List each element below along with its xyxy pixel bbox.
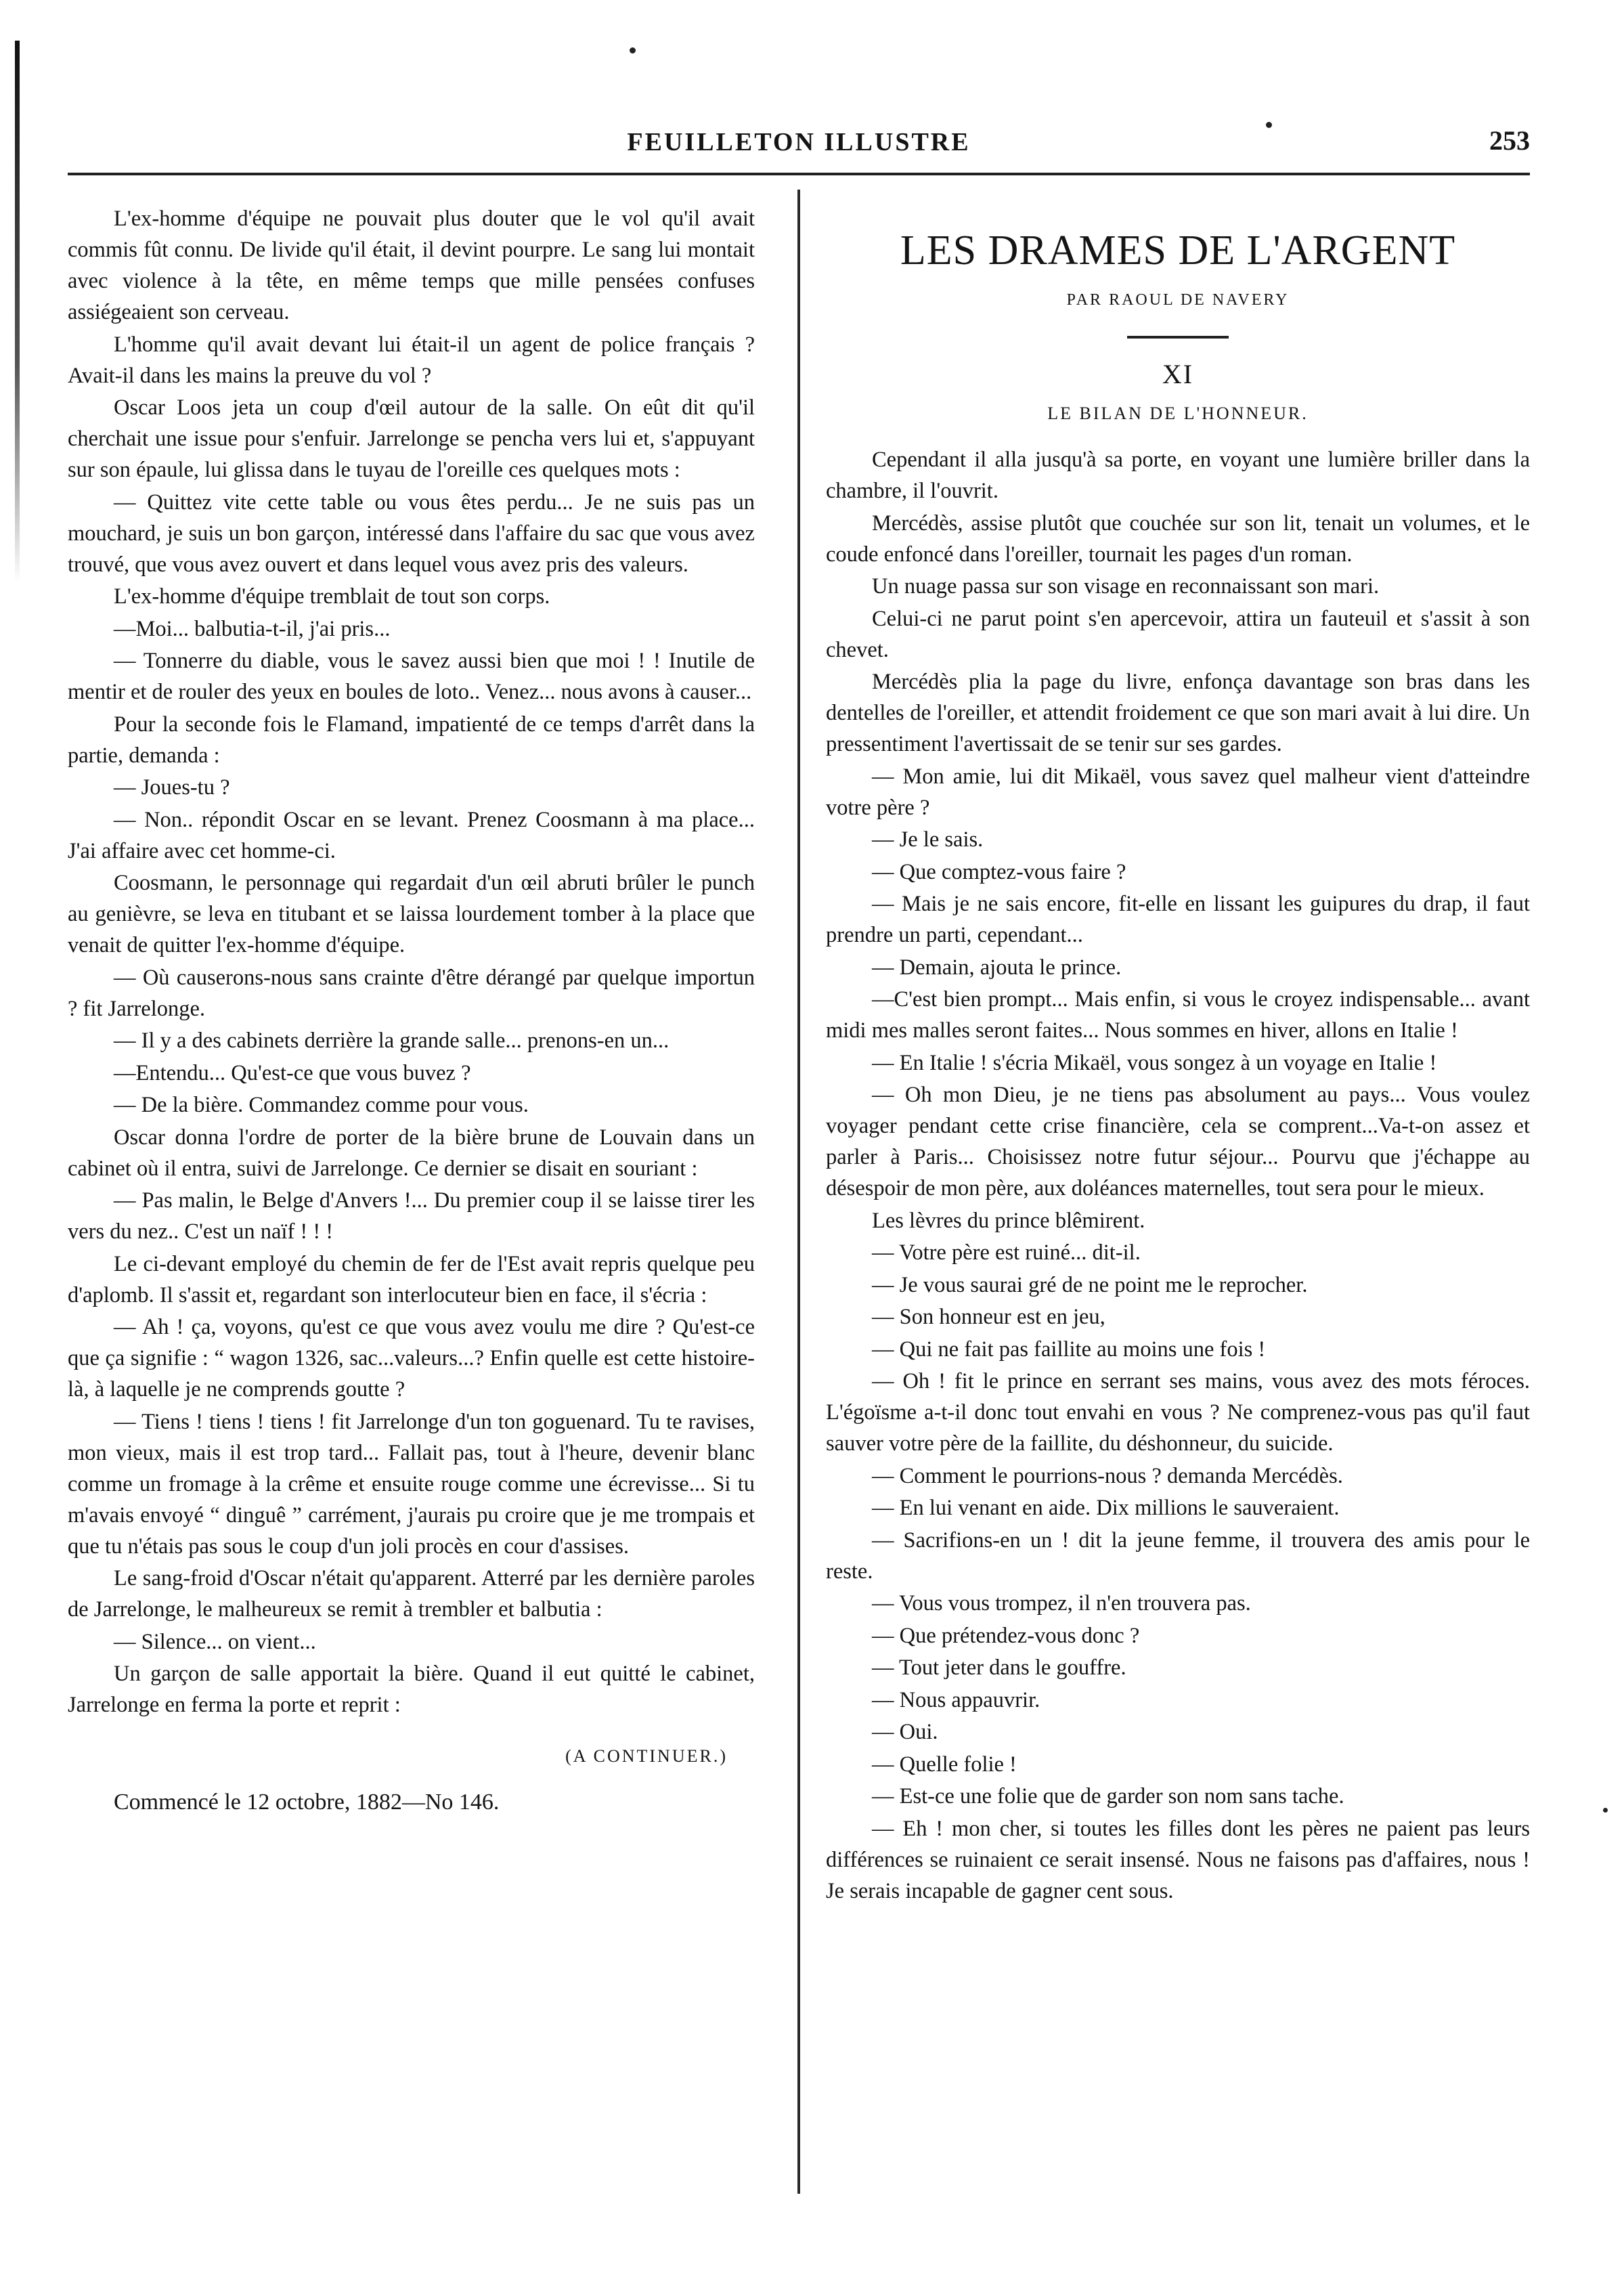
paragraph: — Demain, ajouta le prince. [872,955,1122,980]
paragraph: L'ex-homme d'équipe tremblait de tout son corps. [114,584,550,609]
paragraph: Oscar Loos jeta un coup d'œil autour de la salle. On eût dit qu'il cherchait une issue pour s'enfuir. Jarrelonge se pencha vers lui et, s'appuyant sur son épaule, lui glissa dans le tuyau de l'oreille ces quelques mots : [68,395,755,482]
paragraph: — Pas malin, le Belge d'Anvers !... Du premier coup il se laisse tirer les vers du nez.. C'est un naïf ! ! ! [68,1188,755,1244]
paragraph: Mercédès, assise plutôt que couchée sur son lit, tenait un volumes, et le coude enfoncé dans l'oreiller, tournait les pages d'un roman. [826,511,1530,567]
paragraph: — Silence... on vient... [114,1629,316,1654]
paragraph: — Il y a des cabinets derrière la grande salle... prenons-en un... [114,1028,670,1053]
author-byline: PAR RAOUL DE NAVERY [1066,291,1290,309]
header-rule [68,173,1530,175]
paragraph: L'ex-homme d'équipe ne pouvait plus douter que le vol qu'il avait commis fût connu. De livide qu'il était, il devint pourpre. Le sang lui montait avec violence à la tête, en même temps que mille pensées confuses assiégeaient son cerveau. [68,207,755,324]
paragraph: — Eh ! mon cher, si toutes les filles dont les pères ne paient pas leurs différences se ruinaient ce serait insensé. Nous ne faisons pas d'affaires, nous ! Je serais incapable de gagner cent sous. [826,1816,1530,1903]
running-title: FEUILLETON ILLUSTRE [627,128,971,156]
paragraph: Les lèvres du prince blêmirent. [872,1208,1145,1233]
paragraph: — Non.. répondit Oscar en se levant. Prenez Coosmann à ma place... J'ai affaire avec cet homme-ci. [68,807,755,863]
paragraph: — Oh ! fit le prince en serrant ses mains, vous avez des mots féroces. L'égoïsme a-t-il donc tout envahi en vous ? Ne comprenez-vous pas qu'il faut sauver votre père de la faillite, du déshonneur, du suicide. [826,1369,1530,1456]
paragraph: — Tiens ! tiens ! tiens ! fit Jarrelonge d'un ton goguenard. Tu te ravises, mon vieux, mais il est trop tard... Fallait pas, tout à l'heure, devenir blanc comme un fromage à la crême et ensuite rouge comme une écrevisse... Si tu m'avais envoyé “ dinguê ” carrément, j'aurais pu croire que je me trompais et que tu n'étais pas sous le coup d'un joli procès en cour d'assises. [68,1409,755,1559]
paragraph: Pour la seconde fois le Flamand, impatienté de ce temps d'arrêt dans la partie, demanda : [68,712,755,768]
story-title: LES DRAMES DE L'ARGENT [900,228,1456,274]
paragraph: — Tonnerre du diable, vous le savez aussi bien que moi ! ! Inutile de mentir et de rouler des yeux en boules de loto.. Venez... nous avons à causer... [68,649,755,704]
paragraph: — Oui. [872,1720,938,1744]
paragraph: — De la bière. Commandez comme pour vous. [114,1093,529,1117]
paragraph: Le sang-froid d'Oscar n'était qu'apparent. Atterré par les dernière paroles de Jarrelonge, le malheureux se remit à trembler et balbutia : [68,1566,755,1622]
left-column [68,203,755,1819]
paragraph: Le ci-devant employé du chemin de fer de l'Est avait repris quelque peu d'aplomb. Il s'assit et, regardant son interlocuteur bien en face, il s'écria : [68,1251,755,1307]
paragraph: — Mais je ne sais encore, fit-elle en lissant les guipures du drap, il faut prendre un parti, cependant... [826,892,1530,947]
paragraph: — Tout jeter dans le gouffre. [872,1655,1126,1680]
paragraph: — Où causerons-nous sans crainte d'être dérangé par quelque importun ? fit Jarrelonge. [68,965,755,1021]
paragraph: Un nuage passa sur son visage en reconnaissant son mari. [872,574,1380,599]
paragraph: — Ah ! ça, voyons, qu'est ce que vous avez voulu me dire ? Qu'est-ce que ça signifie : “ wagon 1326, sac...valeurs...? Enfin quelle est cette histoire-là, à laquelle je ne comprends goutte ? [68,1315,755,1402]
paragraph: —C'est bien prompt... Mais enfin, si vous le croyez indispensable... avant midi mes malles seront faites... Nous sommes en hiver, allons en Italie ! [826,987,1530,1043]
paragraph: — Joues-tu ? [114,775,230,800]
paragraph: Mercédès plia la page du livre, enfonça davantage son bras dans les dentelles de l'oreiller, et attendit froidement ce que son mari avait à lui dire. Un pressentiment l'avertissait de se tenir sur ses gardes. [826,670,1530,756]
paragraph: — Quittez vite cette table ou vous êtes perdu... Je ne suis pas un mouchard, je suis un bon garçon, intéressé dans l'affaire du sac que vous avez trouvé, que vous avez ouvert et dans lequel vous avez pris des valeurs. [68,490,755,577]
paragraph: —Moi... balbutia-t-il, j'ai pris... [114,616,391,641]
paragraph: — Qui ne fait pas faillite au moins une fois ! [872,1337,1266,1362]
page-number: 253 [1489,125,1530,156]
right-column [826,223,1530,1907]
page-header [68,122,1530,162]
paragraph: — Quelle folie ! [872,1752,1017,1777]
paragraph: — Mon amie, lui dit Mikaël, vous savez quel malheur vient d'atteindre votre père ? [826,764,1530,820]
paragraph: Celui-ci ne parut point s'en apercevoir, attira un fauteuil et s'assit à son chevet. [826,606,1530,662]
paragraph: — Je vous saurai gré de ne point me le reprocher. [872,1272,1308,1297]
margin-scan-mark [15,41,20,582]
paragraph: — Que comptez-vous faire ? [872,859,1126,884]
paragraph: L'homme qu'il avait devant lui était-il un agent de police français ? Avait-il dans les mains la preuve du vol ? [68,332,755,388]
paragraph: Coosmann, le personnage qui regardait d'un œil abruti brûler le punch au genièvre, se leva en titubant et se laissa lourdement tomber à la place que venait de quitter l'ex-homme d'équipe. [68,871,755,957]
paragraph: — Sacrifions-en un ! dit la jeune femme, il trouvera des amis pour le reste. [826,1528,1530,1584]
paragraph: — Nous appauvrir. [872,1687,1040,1712]
paragraph: — Son honneur est en jeu, [872,1305,1105,1329]
paragraph: — Est-ce une folie que de garder son nom sans tache. [872,1784,1344,1808]
title-rule [1127,336,1229,339]
chapter-title: LE BILAN DE L'HONNEUR. [1047,404,1309,423]
ink-speck [630,47,636,53]
to-be-continued: (A CONTINUER.) [565,1746,728,1766]
paragraph: Cependant il alla jusqu'à sa porte, en voyant une lumière briller dans la chambre, il l'ouvrit. [826,448,1530,503]
ink-speck [1603,1808,1608,1813]
paragraph: — Oh mon Dieu, je ne tiens pas absolument au pays... Vous voulez voyager pendant cette crise financière, cela se comprent...Va-t-on assez et parler à Paris... Choisissez notre futur séjour... Pourvu que j'échappe au désespoir de mon père, aux doléances maternelles, tout sera pour le mieux. [826,1083,1530,1200]
serial-start-note: Commencé le 12 octobre, 1882—No 146. [114,1790,500,1815]
paragraph: — Comment le pourrions-nous ? demanda Mercédès. [872,1463,1343,1488]
paragraph: — En lui venant en aide. Dix millions le sauveraient. [872,1496,1340,1520]
paragraph: — Vous vous trompez, il n'en trouvera pas. [872,1591,1251,1616]
paragraph: — Je le sais. [872,827,984,852]
paragraph: —Entendu... Qu'est-ce que vous buvez ? [114,1060,471,1085]
paragraph: — En Italie ! s'écria Mikaël, vous songez à un voyage en Italie ! [872,1050,1437,1075]
paragraph: — Votre père est ruiné... dit-il. [872,1240,1141,1265]
chapter-number: XI [1162,359,1194,389]
paragraph: Oscar donna l'ordre de porter de la bière brune de Louvain dans un cabinet où il entra, suivi de Jarrelonge. Ce dernier se disait en souriant : [68,1125,755,1181]
paragraph: — Que prétendez-vous donc ? [872,1623,1140,1648]
paragraph: Un garçon de salle apportait la bière. Quand il eut quitté le cabinet, Jarrelonge en ferma la porte et reprit : [68,1662,755,1717]
column-divider [797,190,800,2194]
